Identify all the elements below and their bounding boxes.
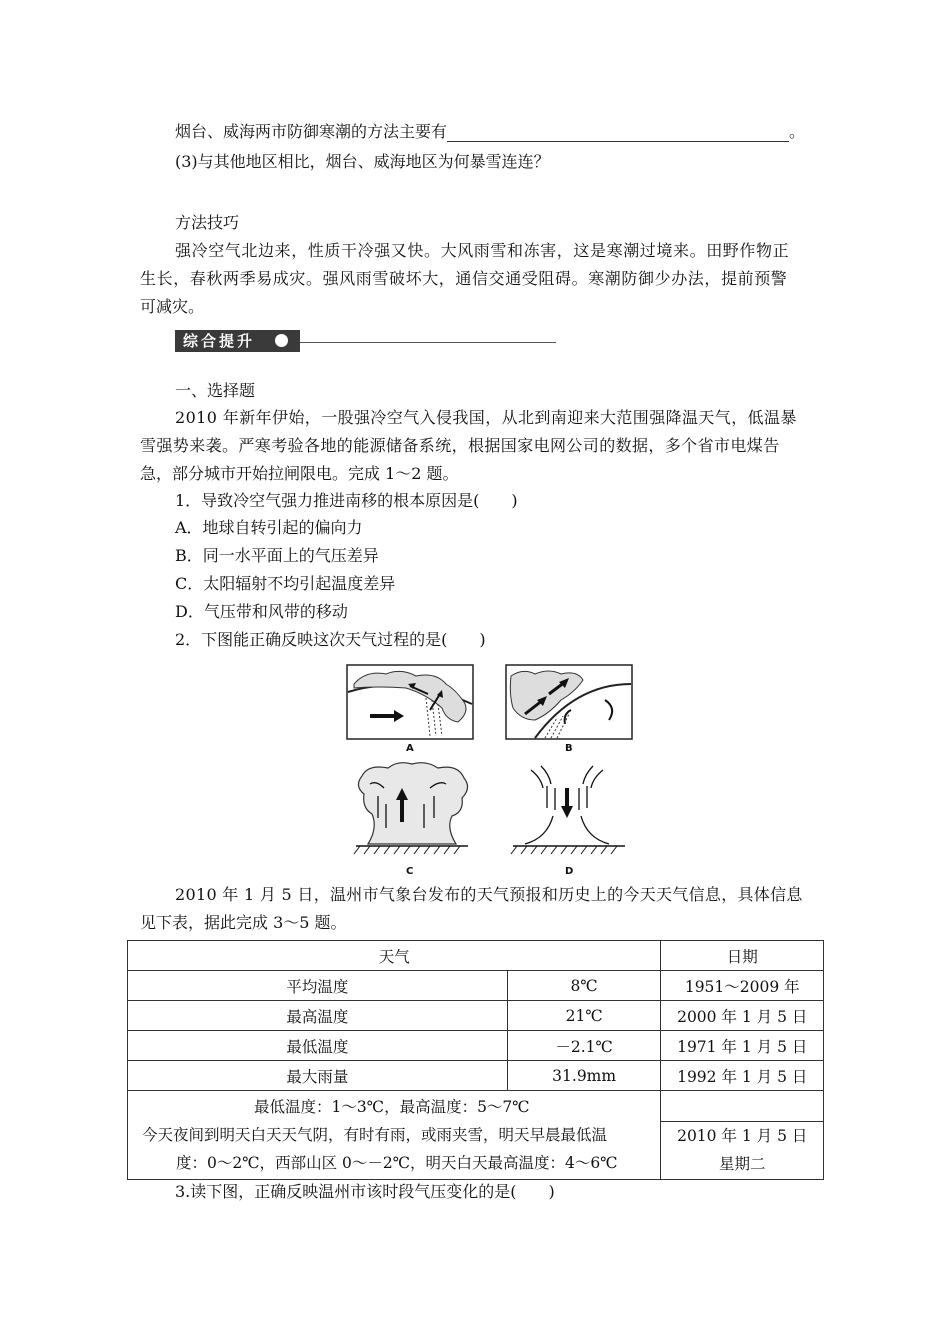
tips-line-1: 强冷空气北边来，性质干冷强又快。大风雨雪和冻害，这是寒潮过境来。田野作物正	[175, 241, 790, 260]
row-date: 1971 年 1 月 5 日	[661, 1031, 824, 1061]
table-header-row	[128, 941, 824, 971]
intro-line-4: 2010 年 1 月 5 日，温州市气象台发布的天气预报和历史上的今天天气信息，具体信息	[175, 885, 803, 904]
table-row	[128, 1001, 824, 1031]
row-value: 8℃	[507, 971, 661, 1001]
forecast-line-2: 今天夜间到明天白天天气阴，有时有雨，或雨夹雪，明天早晨最低温	[142, 1126, 608, 1144]
table-row	[128, 1061, 824, 1091]
section-dot-icon	[275, 334, 288, 347]
forecast-line-3: 度：0～2℃，西部山区 0～－2℃，明天白天最高温度：4～6℃	[176, 1154, 618, 1172]
diagram-d[interactable]	[505, 758, 633, 858]
diagram-a[interactable]	[346, 664, 474, 740]
weather-table	[127, 940, 824, 1180]
table-row	[128, 1031, 824, 1061]
question-3-text: (3)与其他地区相比，烟台、威海地区为何暴雪连连？	[175, 152, 550, 171]
tips-line-2: 生长，春秋两季易成灾。强风雨雪破坏大，通信交通受阻碍。寒潮防御少办法，提前预警	[140, 269, 788, 288]
diagram-d-label: D	[565, 866, 574, 877]
row-date: 1951～2009 年	[661, 971, 824, 1001]
forecast-weekday: 星期二	[718, 1154, 766, 1173]
forecast-date: 2010 年 1 月 5 日	[677, 1126, 808, 1145]
header-date: 日期	[661, 941, 824, 971]
section-divider	[300, 342, 556, 343]
intro-line-1: 2010 年新年伊始，一股强冷空气入侵我国，从北到南迎来大范围强降温天气，低温暴	[175, 408, 797, 427]
option-1a[interactable]: A．地球自转引起的偏向力	[175, 518, 363, 537]
defense-question-text: 烟台、威海两市防御寒潮的方法主要有	[175, 122, 448, 141]
diagram-c[interactable]	[348, 758, 476, 858]
option-1b[interactable]: B．同一水平面上的气压差异	[175, 546, 379, 565]
row-date: 2000 年 1 月 5 日	[661, 1001, 824, 1031]
row-date: 1992 年 1 月 5 日	[661, 1061, 824, 1091]
row-item: 最大雨量	[128, 1061, 508, 1091]
row-item: 平均温度	[128, 971, 508, 1001]
intro-line-5: 见下表，据此完成 3～5 题。	[140, 913, 347, 932]
row-value: 31.9mm	[507, 1061, 661, 1091]
option-1c[interactable]: C．太阳辐射不均引起温度差异	[175, 574, 396, 593]
option-1d[interactable]: D．气压带和风带的移动	[175, 602, 348, 621]
row-value: －2.1℃	[507, 1031, 661, 1061]
answer-blank[interactable]	[447, 125, 789, 142]
forecast-row	[128, 1091, 824, 1180]
header-weather: 天气	[128, 941, 661, 971]
row-item: 最低温度	[128, 1031, 508, 1061]
row-item: 最高温度	[128, 1001, 508, 1031]
diagram-b[interactable]	[505, 664, 633, 740]
forecast-cell	[128, 1091, 661, 1180]
defense-question	[175, 122, 805, 142]
forecast-line-1: 最低温度：1～3℃，最高温度：5～7℃	[254, 1098, 530, 1116]
intro-line-2: 雪强势来袭。严寒考验各地的能源储备系统，根据国家电网公司的数据，多个省市电煤告	[140, 436, 780, 455]
period: 。	[789, 122, 806, 141]
tips-line-3: 可减灾。	[140, 297, 205, 316]
question-3: 3.读下图，正确反映温州市该时段气压变化的是( )	[175, 1182, 555, 1201]
choice-heading: 一、选择题	[175, 381, 256, 400]
diagram-b-label: B	[565, 743, 573, 754]
forecast-date-cell	[661, 1091, 824, 1180]
diagram-c-label: C	[406, 866, 414, 877]
tips-heading: 方法技巧	[175, 213, 240, 232]
question-1: 1．导致冷空气强力推进南移的根本原因是( )	[175, 491, 518, 510]
intro-line-3: 急，部分城市开始拉闸限电。完成 1～2 题。	[140, 464, 459, 483]
section-title: 综合提升	[183, 332, 256, 350]
row-value: 21℃	[507, 1001, 661, 1031]
table-row	[128, 971, 824, 1001]
diagram-a-label: A	[406, 743, 414, 754]
question-2: 2．下图能正确反映这次天气过程的是( )	[175, 630, 486, 649]
